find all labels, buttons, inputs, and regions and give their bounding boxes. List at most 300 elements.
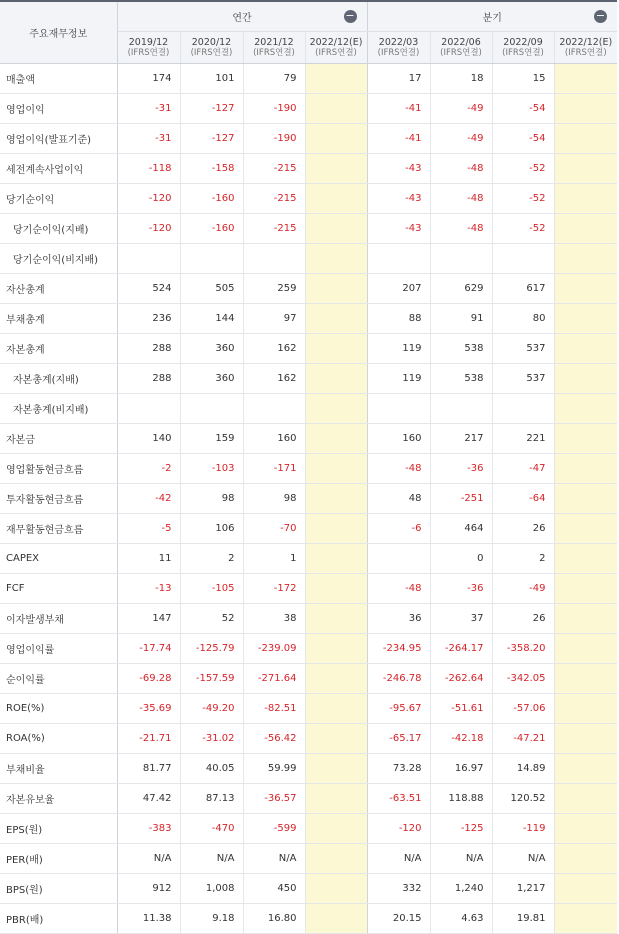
table-row: [0, 454, 617, 484]
value-cell: [117, 244, 180, 274]
value-cell: N/A: [430, 844, 492, 874]
value-cell: 259: [243, 274, 305, 304]
value-cell: -342.05: [492, 664, 554, 694]
value-cell: 98: [180, 484, 243, 514]
value-cell: 18: [430, 64, 492, 94]
value-cell: -56.42: [243, 724, 305, 754]
period-header: [367, 32, 430, 64]
estimate-cell: [554, 544, 617, 574]
row-label: 당기순이익(비지배): [0, 244, 117, 274]
row-label: FCF: [0, 574, 117, 604]
value-cell: -172: [243, 574, 305, 604]
period-basis: (IFRS연결): [440, 47, 482, 58]
value-cell: 87.13: [180, 784, 243, 814]
row-label: 자본총계(비지배): [0, 394, 117, 424]
value-cell: -41: [367, 94, 430, 124]
value-cell: 26: [492, 604, 554, 634]
row-label: 자본금: [0, 424, 117, 454]
value-cell: 207: [367, 274, 430, 304]
value-cell: -13: [117, 574, 180, 604]
value-cell: -171: [243, 454, 305, 484]
value-cell: [367, 394, 430, 424]
value-cell: -160: [180, 214, 243, 244]
value-cell: -190: [243, 94, 305, 124]
value-cell: -65.17: [367, 724, 430, 754]
row-label: 자산총계: [0, 274, 117, 304]
row-label: 투자활동현금흐름: [0, 484, 117, 514]
table-row: [0, 274, 617, 304]
row-label: EPS(원): [0, 814, 117, 844]
table-row: [0, 874, 617, 904]
table-row: [0, 394, 617, 424]
value-cell: [367, 244, 430, 274]
value-cell: 537: [492, 334, 554, 364]
row-label: 영업이익(발표기준): [0, 124, 117, 154]
row-label: PBR(배): [0, 904, 117, 934]
period-header: [243, 32, 305, 64]
value-cell: -54: [492, 94, 554, 124]
table-row: [0, 484, 617, 514]
row-label: CAPEX: [0, 544, 117, 574]
estimate-cell: [554, 184, 617, 214]
table-row: [0, 724, 617, 754]
estimate-cell: [554, 844, 617, 874]
value-cell: -48: [430, 214, 492, 244]
estimate-cell: [305, 514, 367, 544]
estimate-cell: [305, 154, 367, 184]
estimate-cell: [305, 394, 367, 424]
value-cell: -5: [117, 514, 180, 544]
row-label: 자본총계: [0, 334, 117, 364]
value-cell: 79: [243, 64, 305, 94]
value-cell: -103: [180, 454, 243, 484]
value-cell: [492, 244, 554, 274]
value-cell: 162: [243, 364, 305, 394]
value-cell: 360: [180, 334, 243, 364]
value-cell: -43: [367, 154, 430, 184]
value-cell: -264.17: [430, 634, 492, 664]
value-cell: -54: [492, 124, 554, 154]
estimate-cell: [305, 64, 367, 94]
period-label: 2022/12(E): [309, 36, 363, 48]
value-cell: -470: [180, 814, 243, 844]
value-cell: 9.18: [180, 904, 243, 934]
table-row: [0, 634, 617, 664]
value-cell: 617: [492, 274, 554, 304]
value-cell: 537: [492, 364, 554, 394]
table-row: [0, 184, 617, 214]
value-cell: 160: [367, 424, 430, 454]
table-row: [0, 604, 617, 634]
value-cell: 101: [180, 64, 243, 94]
estimate-cell: [554, 304, 617, 334]
table-row: [0, 214, 617, 244]
row-label: 부채총계: [0, 304, 117, 334]
estimate-cell: [554, 604, 617, 634]
value-cell: 48: [367, 484, 430, 514]
period-basis: (IFRS연결): [377, 47, 420, 58]
value-cell: -17.74: [117, 634, 180, 664]
estimate-cell: [554, 694, 617, 724]
table-row: [0, 814, 617, 844]
value-cell: 14.89: [492, 754, 554, 784]
value-cell: -42.18: [430, 724, 492, 754]
value-cell: 59.99: [243, 754, 305, 784]
value-cell: -160: [180, 184, 243, 214]
estimate-cell: [554, 784, 617, 814]
estimate-cell: [305, 844, 367, 874]
value-cell: 505: [180, 274, 243, 304]
table-row: [0, 244, 617, 274]
row-label: BPS(원): [0, 874, 117, 904]
value-cell: -234.95: [367, 634, 430, 664]
value-cell: -271.64: [243, 664, 305, 694]
estimate-cell: [305, 124, 367, 154]
estimate-cell: [305, 904, 367, 934]
value-cell: -215: [243, 154, 305, 184]
value-cell: 38: [243, 604, 305, 634]
value-cell: 80: [492, 304, 554, 334]
estimate-cell: [554, 424, 617, 454]
value-cell: N/A: [243, 844, 305, 874]
value-cell: 464: [430, 514, 492, 544]
value-cell: -120: [117, 184, 180, 214]
row-label: 이자발생부채: [0, 604, 117, 634]
value-cell: -31: [117, 94, 180, 124]
estimate-cell: [305, 184, 367, 214]
row-label: 영업이익: [0, 94, 117, 124]
period-basis: (IFRS연결): [253, 47, 295, 58]
row-label: 자본총계(지배): [0, 364, 117, 394]
value-cell: -125: [430, 814, 492, 844]
value-cell: 288: [117, 334, 180, 364]
value-cell: -48: [430, 154, 492, 184]
value-cell: -262.64: [430, 664, 492, 694]
value-cell: 236: [117, 304, 180, 334]
estimate-cell: [554, 634, 617, 664]
row-label: PER(배): [0, 844, 117, 874]
estimate-cell: [554, 274, 617, 304]
estimate-cell: [554, 874, 617, 904]
value-cell: -36: [430, 574, 492, 604]
value-cell: [492, 394, 554, 424]
value-cell: 147: [117, 604, 180, 634]
row-label: 세전계속사업이익: [0, 154, 117, 184]
value-cell: -95.67: [367, 694, 430, 724]
estimate-cell: [554, 94, 617, 124]
table-row: [0, 784, 617, 814]
value-cell: N/A: [367, 844, 430, 874]
estimate-cell: [554, 394, 617, 424]
value-cell: 144: [180, 304, 243, 334]
value-cell: 98: [243, 484, 305, 514]
estimate-cell: [554, 334, 617, 364]
estimate-cell: [554, 724, 617, 754]
period-basis: (IFRS연결): [564, 47, 607, 58]
row-label: 영업활동현금흐름: [0, 454, 117, 484]
value-cell: 140: [117, 424, 180, 454]
value-cell: -31.02: [180, 724, 243, 754]
value-cell: -42: [117, 484, 180, 514]
estimate-cell: [305, 754, 367, 784]
value-cell: 162: [243, 334, 305, 364]
annual-label: 연간: [232, 13, 252, 24]
estimate-cell: [305, 724, 367, 754]
value-cell: -158: [180, 154, 243, 184]
estimate-cell: [554, 454, 617, 484]
value-cell: 2: [492, 544, 554, 574]
estimate-cell: [305, 814, 367, 844]
value-cell: 11: [117, 544, 180, 574]
value-cell: -239.09: [243, 634, 305, 664]
value-cell: -41: [367, 124, 430, 154]
value-cell: -36.57: [243, 784, 305, 814]
estimate-cell: [554, 754, 617, 784]
table-row: [0, 424, 617, 454]
table-row: [0, 334, 617, 364]
row-label: 자본유보율: [0, 784, 117, 814]
period-label: 2022/06: [441, 36, 481, 48]
table-row: [0, 94, 617, 124]
estimate-cell: [305, 634, 367, 664]
value-cell: 119: [367, 334, 430, 364]
quarterly-group-header: [367, 1, 617, 32]
period-label: 2021/12: [254, 36, 294, 48]
table-row: [0, 694, 617, 724]
value-cell: 11.38: [117, 904, 180, 934]
period-label: 2022/03: [378, 36, 419, 48]
value-cell: N/A: [117, 844, 180, 874]
value-cell: 47.42: [117, 784, 180, 814]
value-cell: -52: [492, 214, 554, 244]
table-row: [0, 64, 617, 94]
value-cell: -127: [180, 94, 243, 124]
value-cell: [367, 544, 430, 574]
value-cell: 19.81: [492, 904, 554, 934]
value-cell: -157.59: [180, 664, 243, 694]
estimate-cell: [305, 424, 367, 454]
value-cell: -358.20: [492, 634, 554, 664]
row-label: 부채비율: [0, 754, 117, 784]
value-cell: 217: [430, 424, 492, 454]
estimate-cell: [305, 244, 367, 274]
estimate-cell: [305, 334, 367, 364]
value-cell: 912: [117, 874, 180, 904]
value-cell: [180, 394, 243, 424]
period-basis: (IFRS연결): [127, 47, 170, 58]
value-cell: -21.71: [117, 724, 180, 754]
value-cell: 629: [430, 274, 492, 304]
table-row: [0, 574, 617, 604]
value-cell: 538: [430, 364, 492, 394]
estimate-cell: [554, 364, 617, 394]
value-cell: 1,240: [430, 874, 492, 904]
value-cell: -64: [492, 484, 554, 514]
estimate-cell: [554, 574, 617, 604]
value-cell: [243, 244, 305, 274]
value-cell: 1,217: [492, 874, 554, 904]
table-row: [0, 664, 617, 694]
value-cell: -48: [367, 574, 430, 604]
value-cell: -51.61: [430, 694, 492, 724]
estimate-cell: [305, 274, 367, 304]
estimate-cell: [554, 514, 617, 544]
estimate-cell: [305, 454, 367, 484]
value-cell: 160: [243, 424, 305, 454]
value-cell: -70: [243, 514, 305, 544]
period-basis: (IFRS연결): [190, 47, 233, 58]
value-cell: 174: [117, 64, 180, 94]
value-cell: 120.52: [492, 784, 554, 814]
value-cell: 40.05: [180, 754, 243, 784]
quarterly-label: 분기: [482, 13, 502, 24]
annual-group-header: [117, 1, 367, 32]
value-cell: 0: [430, 544, 492, 574]
value-cell: [430, 394, 492, 424]
value-cell: -215: [243, 214, 305, 244]
estimate-cell: [305, 544, 367, 574]
value-cell: -36: [430, 454, 492, 484]
value-cell: -215: [243, 184, 305, 214]
estimate-cell: [305, 304, 367, 334]
value-cell: 106: [180, 514, 243, 544]
value-cell: 538: [430, 334, 492, 364]
row-label: 매출액: [0, 64, 117, 94]
value-cell: -119: [492, 814, 554, 844]
minus-circle-icon[interactable]: −: [345, 9, 355, 22]
value-cell: -49: [430, 124, 492, 154]
estimate-cell: [554, 904, 617, 934]
estimate-cell: [305, 604, 367, 634]
value-cell: 288: [117, 364, 180, 394]
row-label: 당기순이익(지배): [0, 214, 117, 244]
value-cell: -120: [367, 814, 430, 844]
estimate-cell: [305, 784, 367, 814]
value-cell: 4.63: [430, 904, 492, 934]
value-cell: -49.20: [180, 694, 243, 724]
period-header: [492, 32, 554, 64]
period-label: 2019/12: [128, 36, 169, 48]
estimate-cell: [554, 64, 617, 94]
value-cell: -105: [180, 574, 243, 604]
row-label: 재무활동현금흐름: [0, 514, 117, 544]
value-cell: -31: [117, 124, 180, 154]
row-label: 당기순이익: [0, 184, 117, 214]
period-label: 2020/12: [191, 36, 232, 48]
estimate-cell: [305, 484, 367, 514]
value-cell: -82.51: [243, 694, 305, 724]
period-header: [117, 32, 180, 64]
value-cell: 450: [243, 874, 305, 904]
period-label: 2022/12(E): [559, 36, 613, 48]
estimate-cell: [554, 484, 617, 514]
value-cell: -2: [117, 454, 180, 484]
value-cell: 360: [180, 364, 243, 394]
value-cell: 15: [492, 64, 554, 94]
value-cell: 1,008: [180, 874, 243, 904]
value-cell: -599: [243, 814, 305, 844]
estimate-cell: [554, 214, 617, 244]
value-cell: 159: [180, 424, 243, 454]
table-row: [0, 304, 617, 334]
table-row: [0, 364, 617, 394]
value-cell: [430, 244, 492, 274]
value-cell: -383: [117, 814, 180, 844]
value-cell: 119: [367, 364, 430, 394]
minus-circle-icon[interactable]: −: [595, 9, 606, 22]
period-header: [305, 32, 367, 64]
value-cell: 26: [492, 514, 554, 544]
estimate-cell: [554, 154, 617, 184]
value-cell: -6: [367, 514, 430, 544]
estimate-cell: [305, 874, 367, 904]
table-row: [0, 154, 617, 184]
value-cell: -125.79: [180, 634, 243, 664]
value-cell: [180, 244, 243, 274]
period-basis: (IFRS연결): [502, 47, 544, 58]
value-cell: 118.88: [430, 784, 492, 814]
value-cell: -52: [492, 184, 554, 214]
row-label: ROE(%): [0, 694, 117, 724]
table-row: [0, 904, 617, 934]
estimate-cell: [305, 664, 367, 694]
estimate-cell: [305, 574, 367, 604]
table-row: [0, 844, 617, 874]
value-cell: 17: [367, 64, 430, 94]
value-cell: 332: [367, 874, 430, 904]
table-row: [0, 544, 617, 574]
value-cell: 97: [243, 304, 305, 334]
value-cell: -35.69: [117, 694, 180, 724]
value-cell: -43: [367, 184, 430, 214]
estimate-cell: [554, 814, 617, 844]
period-header: [180, 32, 243, 64]
value-cell: -48: [367, 454, 430, 484]
value-cell: 16.80: [243, 904, 305, 934]
period-label: 2022/09: [503, 36, 543, 48]
table-row: [0, 754, 617, 784]
estimate-cell: [305, 214, 367, 244]
table-row: [0, 124, 617, 154]
value-cell: 524: [117, 274, 180, 304]
value-cell: -118: [117, 154, 180, 184]
value-cell: 221: [492, 424, 554, 454]
value-cell: -57.06: [492, 694, 554, 724]
value-cell: 20.15: [367, 904, 430, 934]
row-label: 영업이익률: [0, 634, 117, 664]
period-header: [554, 32, 617, 64]
value-cell: -47: [492, 454, 554, 484]
value-cell: 52: [180, 604, 243, 634]
estimate-cell: [554, 244, 617, 274]
value-cell: 16.97: [430, 754, 492, 784]
financial-rows: [0, 64, 617, 934]
value-cell: -251: [430, 484, 492, 514]
estimate-cell: [305, 94, 367, 124]
estimate-cell: [305, 364, 367, 394]
value-cell: 73.28: [367, 754, 430, 784]
period-header: [430, 32, 492, 64]
value-cell: -120: [117, 214, 180, 244]
value-cell: 36: [367, 604, 430, 634]
value-cell: 91: [430, 304, 492, 334]
row-label: ROA(%): [0, 724, 117, 754]
value-cell: 88: [367, 304, 430, 334]
value-cell: 37: [430, 604, 492, 634]
value-cell: [117, 394, 180, 424]
value-cell: -127: [180, 124, 243, 154]
value-cell: -246.78: [367, 664, 430, 694]
